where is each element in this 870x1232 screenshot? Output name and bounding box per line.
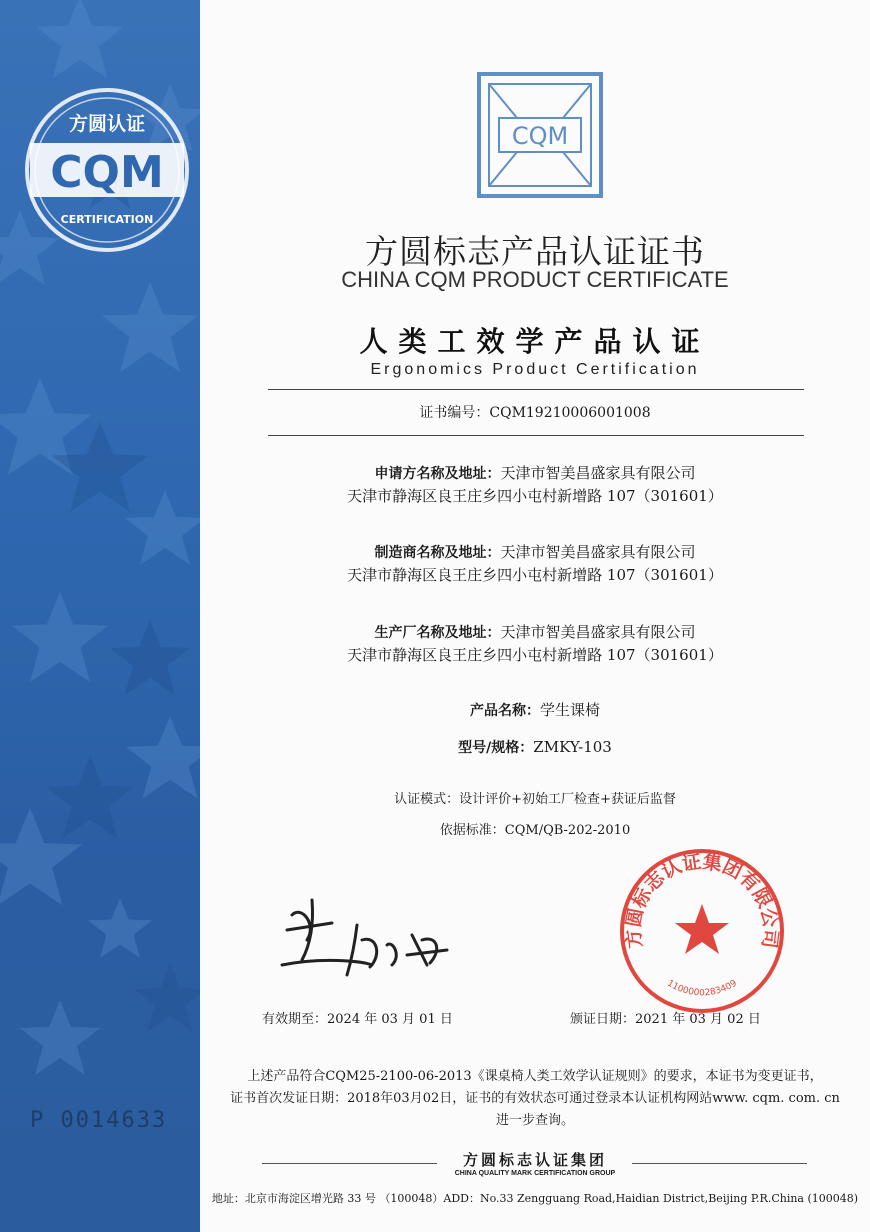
serial-number: P 0014633 bbox=[30, 1108, 168, 1133]
applicant-section bbox=[200, 462, 870, 507]
product-name-label: 产品名称： bbox=[469, 703, 540, 719]
divider bbox=[268, 389, 804, 390]
blue-sidebar bbox=[0, 0, 200, 1232]
notice-line-1: 上述产品符合CQM25-2100-06-2013《课桌椅人类工效学认证规则》的要求，本证书为变更证书， bbox=[247, 1069, 823, 1084]
footer-organization bbox=[200, 1149, 870, 1177]
cert-mode bbox=[200, 789, 870, 811]
validity-date bbox=[262, 1008, 453, 1027]
address: 地址：北京市海淀区增光路 33 号 （100048）ADD：No.33 Zengguang Road,Haidian District,Beijing P.R.China (100048) bbox=[211, 1192, 859, 1205]
manufacturer-address: 天津市静海区良王庄乡四小屯村新增路 107（301601） bbox=[347, 566, 723, 584]
manufacturer-label: 制造商名称及地址： bbox=[374, 545, 501, 561]
title-zh: 方圆标志产品认证证书 bbox=[365, 232, 705, 271]
cert-mode-label: 认证模式： bbox=[394, 792, 460, 807]
cqm-badge-logo bbox=[22, 85, 192, 255]
manufacturer-name: 天津市智美昌盛家具有限公司 bbox=[500, 543, 696, 561]
divider bbox=[268, 435, 804, 436]
validity-label: 有效期至： bbox=[262, 1012, 328, 1027]
standard-label: 依据标准： bbox=[439, 823, 505, 838]
standard-value: CQM/QB-202-2010 bbox=[504, 823, 631, 838]
notice-text bbox=[230, 1066, 840, 1132]
footer-org-zh: 方圆标志认证集团 bbox=[462, 1151, 607, 1169]
svg-text:1100000283409 bbox=[665, 978, 739, 998]
certificate-number-value: CQM19210006001008 bbox=[489, 405, 651, 421]
seal-text: 方圆标志认证集团有限公司 bbox=[622, 850, 782, 950]
applicant-name: 天津市智美昌盛家具有限公司 bbox=[500, 464, 696, 482]
model bbox=[200, 736, 870, 759]
footer-org-en: CHINA QUALITY MARK CERTIFICATION GROUP bbox=[454, 1170, 616, 1177]
standard bbox=[200, 820, 870, 842]
cert-mode-value: 设计评价+初始工厂检查+获证后监督 bbox=[459, 792, 676, 807]
notice-line-2: 证书首次发证日期：2018年03月02日，证书的有效状态可通过登录本认证机构网站www. cqm. com. cn bbox=[230, 1091, 840, 1106]
title-en: CHINA CQM PRODUCT CERTIFICATE bbox=[341, 267, 729, 292]
subtitle-en: Ergonomics Product Certification bbox=[370, 361, 700, 378]
badge-arc-text: 方圆认证 bbox=[68, 113, 146, 135]
seal-number: 1100000283409 bbox=[665, 978, 739, 999]
red-seal bbox=[617, 846, 787, 1016]
badge-bottom-text: CERTIFICATION bbox=[60, 213, 154, 226]
certificate-number-label: 证书编号： bbox=[419, 405, 490, 421]
model-value: ZMKY-103 bbox=[533, 738, 612, 756]
badge-brand: CQM bbox=[50, 147, 164, 198]
product-name-value: 学生课椅 bbox=[539, 701, 600, 719]
applicant-label: 申请方名称及地址： bbox=[374, 466, 501, 482]
product-name bbox=[200, 699, 870, 722]
factory-name: 天津市智美昌盛家具有限公司 bbox=[500, 623, 696, 641]
issue-date-label: 颁证日期： bbox=[570, 1012, 636, 1027]
cqm-square-logo bbox=[477, 72, 603, 198]
subtitle-zh: 人类工效学产品认证 bbox=[359, 325, 711, 358]
manufacturer-section bbox=[200, 541, 870, 586]
signature bbox=[262, 895, 462, 985]
factory-section bbox=[200, 621, 870, 666]
issue-date bbox=[570, 1008, 761, 1027]
validity-value: 2024 年 03 月 01 日 bbox=[327, 1012, 453, 1027]
model-label: 型号/规格： bbox=[458, 740, 534, 756]
issue-date-value: 2021 年 03 月 02 日 bbox=[635, 1012, 761, 1027]
notice-line-3: 进一步查询。 bbox=[495, 1113, 574, 1128]
certificate-number bbox=[200, 402, 870, 422]
factory-address: 天津市静海区良王庄乡四小屯村新增路 107（301601） bbox=[347, 646, 723, 664]
factory-label: 生产厂名称及地址： bbox=[374, 625, 501, 641]
square-logo-text: CQM bbox=[511, 122, 569, 150]
applicant-address: 天津市静海区良王庄乡四小屯村新增路 107（301601） bbox=[347, 487, 723, 505]
